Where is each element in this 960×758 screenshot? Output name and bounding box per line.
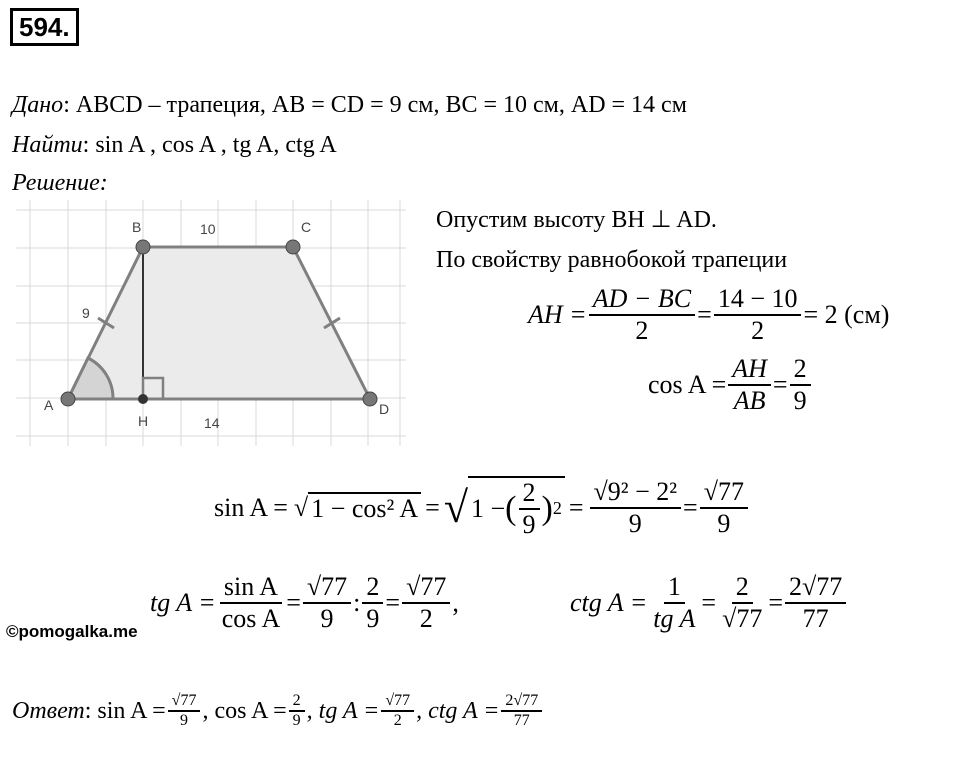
sin-f3-den: 9 bbox=[628, 508, 642, 538]
cos-formula: cos A = $\frac{AH}{AB}$ = $\frac{2}{9}$ bbox=[648, 354, 813, 416]
answer-cos-den: 9 bbox=[292, 712, 301, 730]
problem-number: 594. bbox=[10, 8, 79, 46]
ah-lhs: AH = bbox=[528, 299, 587, 329]
point-a bbox=[61, 392, 75, 406]
tg-f4-den: 2 bbox=[419, 603, 433, 633]
ah-result: = 2 (см) bbox=[803, 299, 890, 329]
answer-label: Ответ bbox=[12, 698, 85, 725]
find-text: sin A , cos A , tg A, ctg A bbox=[95, 132, 337, 158]
tg-f2-den: 9 bbox=[320, 603, 334, 633]
sin-inner-den: 9 bbox=[522, 509, 536, 539]
sin-radicand1: 1 − cos² A bbox=[308, 492, 421, 524]
label-d: D bbox=[379, 401, 390, 417]
label-a: A bbox=[44, 397, 54, 413]
trapezoid-figure bbox=[16, 200, 406, 446]
label-b: B bbox=[132, 219, 142, 235]
answer-cos-lhs: , cos A = bbox=[202, 698, 287, 725]
solution-label: Решение: bbox=[12, 170, 108, 196]
label-bc: 10 bbox=[200, 221, 216, 237]
find-line: Найти: sin A , cos A , tg A, ctg A bbox=[12, 132, 337, 158]
label-ab: 9 bbox=[82, 305, 90, 321]
step1: Опустим высоту BH ⊥ AD. bbox=[436, 207, 717, 233]
label-ad: 14 bbox=[204, 415, 220, 431]
answer-sin-num: √77 bbox=[168, 692, 201, 712]
cos-f2-den: 9 bbox=[793, 385, 807, 415]
find-label: Найти bbox=[12, 132, 83, 158]
given-label: Дано bbox=[12, 92, 64, 118]
answer-tg-den: 2 bbox=[393, 712, 402, 730]
point-c bbox=[286, 240, 300, 254]
ctg-formula: ctg A = $\frac{1}{\text{tg A}}$ = $\frac{2}{√77}$ = $\frac{2√77}{77}$ bbox=[570, 572, 848, 634]
answer-tg-lhs: , tg A = bbox=[306, 698, 380, 725]
answer-tg-num: √77 bbox=[381, 692, 414, 712]
cos-lhs: cos A = bbox=[648, 369, 727, 399]
ah-f2-den: 2 bbox=[751, 315, 765, 345]
tg-f3-den: 9 bbox=[366, 603, 380, 633]
answer-line: Ответ : sin A = $\frac{√77}{9}$ , cos A = $\frac{2}{9}$ , tg A = $\frac{√77}{2}$ , ctg A = $\frac{2√77}{77}$ bbox=[12, 692, 544, 731]
sin-formula: sin A = √ 1 − cos² A = √ 1 − ( $\frac{2}{9}$ ) 2 = $\frac{\text{√9² − 2²}}{9}$ = $\frac{√77}{9}$ bbox=[214, 476, 750, 540]
tg-f2-num: √77 bbox=[303, 572, 351, 604]
point-b bbox=[136, 240, 150, 254]
answer-ctg-lhs: , ctg A = bbox=[416, 698, 500, 725]
ah-f1-num: AD − BC bbox=[589, 284, 695, 316]
ctg-f2-num: 2 bbox=[732, 572, 753, 604]
answer-ctg-den: 77 bbox=[513, 712, 530, 730]
point-h bbox=[138, 394, 148, 404]
answer-cos-num: 2 bbox=[289, 692, 305, 712]
answer-sin-lhs: sin A = bbox=[97, 698, 166, 725]
tg-f1-den: cos A bbox=[221, 603, 281, 633]
ctg-f2-den: √77 bbox=[722, 603, 763, 633]
sin-inner-num: 2 bbox=[519, 478, 540, 510]
sin-f3-num: √9² − 2² bbox=[590, 477, 682, 509]
tg-f1-num: sin A bbox=[220, 572, 282, 604]
ctg-f1-num: 1 bbox=[664, 572, 685, 604]
tg-f3-num: 2 bbox=[362, 572, 383, 604]
given-line: Дано: ABCD – трапеция, AB = CD = 9 см, BC = 10 см, AD = 14 см bbox=[12, 92, 687, 118]
sin-radicand2-pre: 1 − bbox=[471, 493, 506, 523]
tg-lhs: tg A = bbox=[150, 587, 216, 617]
point-d bbox=[363, 392, 377, 406]
step2: По свойству равнобокой трапеции bbox=[436, 247, 788, 273]
ctg-f3-den: 77 bbox=[802, 603, 829, 633]
cos-f2-num: 2 bbox=[790, 354, 811, 386]
tg-formula: tg A = $\frac{\text{sin A}}{\text{cos A}}$ = $\frac{√77}{9}$ : $\frac{2}{9}$ = $\frac{√77}{2}$ , bbox=[150, 572, 459, 633]
given-text: ABCD – трапеция, AB = CD = 9 см, BC = 10 см, AD = 14 см bbox=[75, 92, 687, 118]
label-c: C bbox=[301, 219, 312, 235]
sin-lhs: sin A = bbox=[214, 492, 288, 522]
ctg-f1-den: tg A bbox=[653, 603, 696, 633]
cos-f1-num: AH bbox=[728, 354, 771, 386]
tg-f4-num: √77 bbox=[402, 572, 450, 604]
ah-f2-num: 14 − 10 bbox=[714, 284, 802, 316]
label-h: H bbox=[138, 413, 149, 429]
ctg-f3-num: 2√77 bbox=[785, 572, 846, 604]
ah-formula: AH = $\frac{AD - BC}{2}$ = $\frac{14 - 10}{2}$ = 2 (см) bbox=[528, 284, 890, 345]
sin-f4-den: 9 bbox=[717, 508, 731, 538]
answer-ctg-num: 2√77 bbox=[501, 692, 542, 712]
sin-f4-num: √77 bbox=[700, 477, 748, 509]
ctg-lhs: ctg A = bbox=[570, 587, 648, 617]
cos-f1-den: AB bbox=[733, 385, 766, 415]
watermark: ©pomogalka.me bbox=[6, 622, 138, 641]
answer-sin-den: 9 bbox=[180, 712, 189, 730]
ah-f1-den: 2 bbox=[635, 315, 649, 345]
